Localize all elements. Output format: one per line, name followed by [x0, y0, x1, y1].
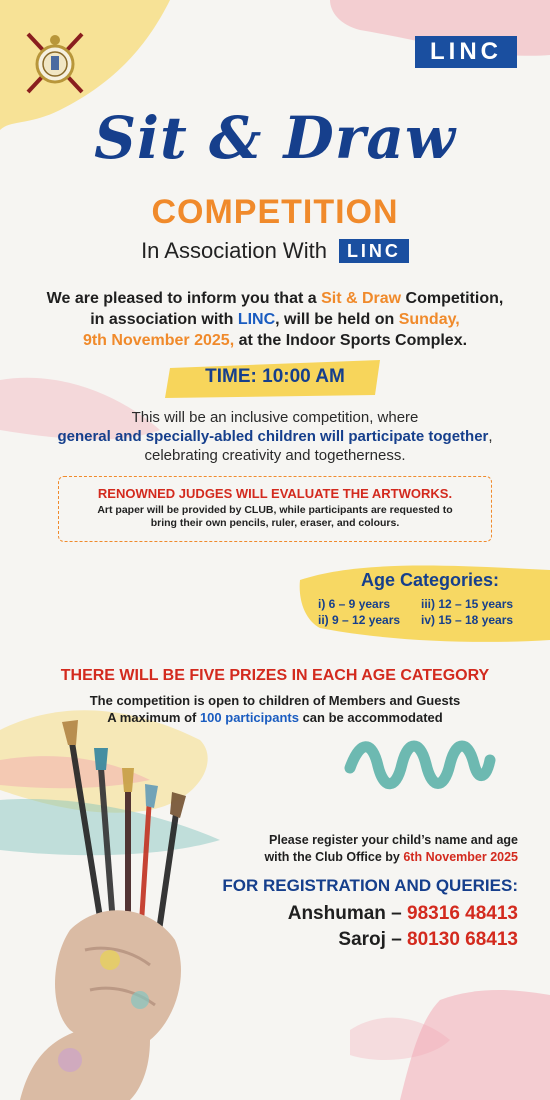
participant-limit: 100 participants	[199, 710, 299, 725]
registration-heading: FOR REGISTRATION AND QUERIES:	[222, 876, 518, 895]
eligibility-text: A maximum of	[107, 710, 200, 725]
inclusive-text: celebrating creativity and togetherness.	[144, 447, 406, 464]
age-category-item: i) 6 – 9 years	[318, 597, 391, 611]
announcement	[20, 288, 530, 351]
event-time: TIME: 10:00 AM	[205, 366, 345, 387]
club-emblem-icon	[22, 28, 88, 98]
registration-text: with the Club Office by	[264, 850, 404, 864]
announcement-text: at the Indoor Sports Complex.	[234, 332, 468, 349]
partner-name: LINC	[237, 311, 276, 328]
contact-name: Saroj –	[338, 929, 408, 950]
prizes-banner: THERE WILL BE FIVE PRIZES IN EACH AGE CATEGORY	[60, 667, 490, 684]
inclusive-highlight: general and specially-abled children will participate together	[57, 428, 489, 445]
age-category-item: iv) 15 – 18 years	[420, 613, 514, 627]
event-name: Sit & Draw	[321, 290, 402, 307]
registration-deadline: 6th November 2025	[403, 850, 518, 864]
eligibility	[0, 692, 550, 726]
inclusive-text: ,	[488, 428, 493, 445]
contact-name: Anshuman –	[287, 903, 408, 924]
contact-phone[interactable]: 98316 48413	[407, 903, 518, 924]
judges-text: Art paper will be provided by CLUB, while participants are requested to	[97, 504, 453, 516]
event-day: Sunday,	[398, 311, 460, 328]
judges-heading: RENOWNED JUDGES WILL EVALUATE THE ARTWORKS.	[97, 486, 453, 501]
inclusive-note	[20, 408, 530, 465]
linc-logo-text: LINC	[430, 38, 502, 65]
judges-body	[59, 504, 491, 530]
announcement-text: , will be held on	[275, 311, 399, 328]
title-script: Sit & Draw	[94, 104, 456, 172]
announcement-text: Competition,	[401, 290, 504, 307]
contact-phone[interactable]: 80130 68413	[407, 929, 518, 950]
eligibility-text: The competition is open to children of Members and Guests	[89, 693, 461, 708]
event-date: 9th November 2025,	[82, 332, 235, 349]
contact-row	[200, 903, 518, 925]
association-text: In Association With	[141, 238, 327, 263]
announcement-text: in association with	[90, 311, 238, 328]
judges-text: bring their own pencils, ruler, eraser, and colours.	[150, 517, 400, 529]
age-categories-list	[318, 597, 518, 627]
linc-inline-logo: LINC	[339, 239, 409, 263]
age-categories-title: Age Categories:	[360, 570, 500, 590]
title-competition: COMPETITION	[151, 193, 399, 231]
judges-box	[58, 476, 492, 542]
inclusive-text: This will be an inclusive competition, where	[131, 409, 419, 426]
association-line	[0, 238, 550, 264]
age-category-item: ii) 9 – 12 years	[318, 613, 401, 627]
registration-text: Please register your child’s name and age	[269, 833, 518, 847]
eligibility-text: can be accommodated	[298, 710, 443, 725]
age-category-item: iii) 12 – 15 years	[420, 597, 514, 611]
registration-note	[230, 832, 518, 866]
announcement-text: We are pleased to inform you that a	[46, 290, 322, 307]
contact-row	[200, 929, 518, 951]
linc-logo	[415, 36, 517, 68]
